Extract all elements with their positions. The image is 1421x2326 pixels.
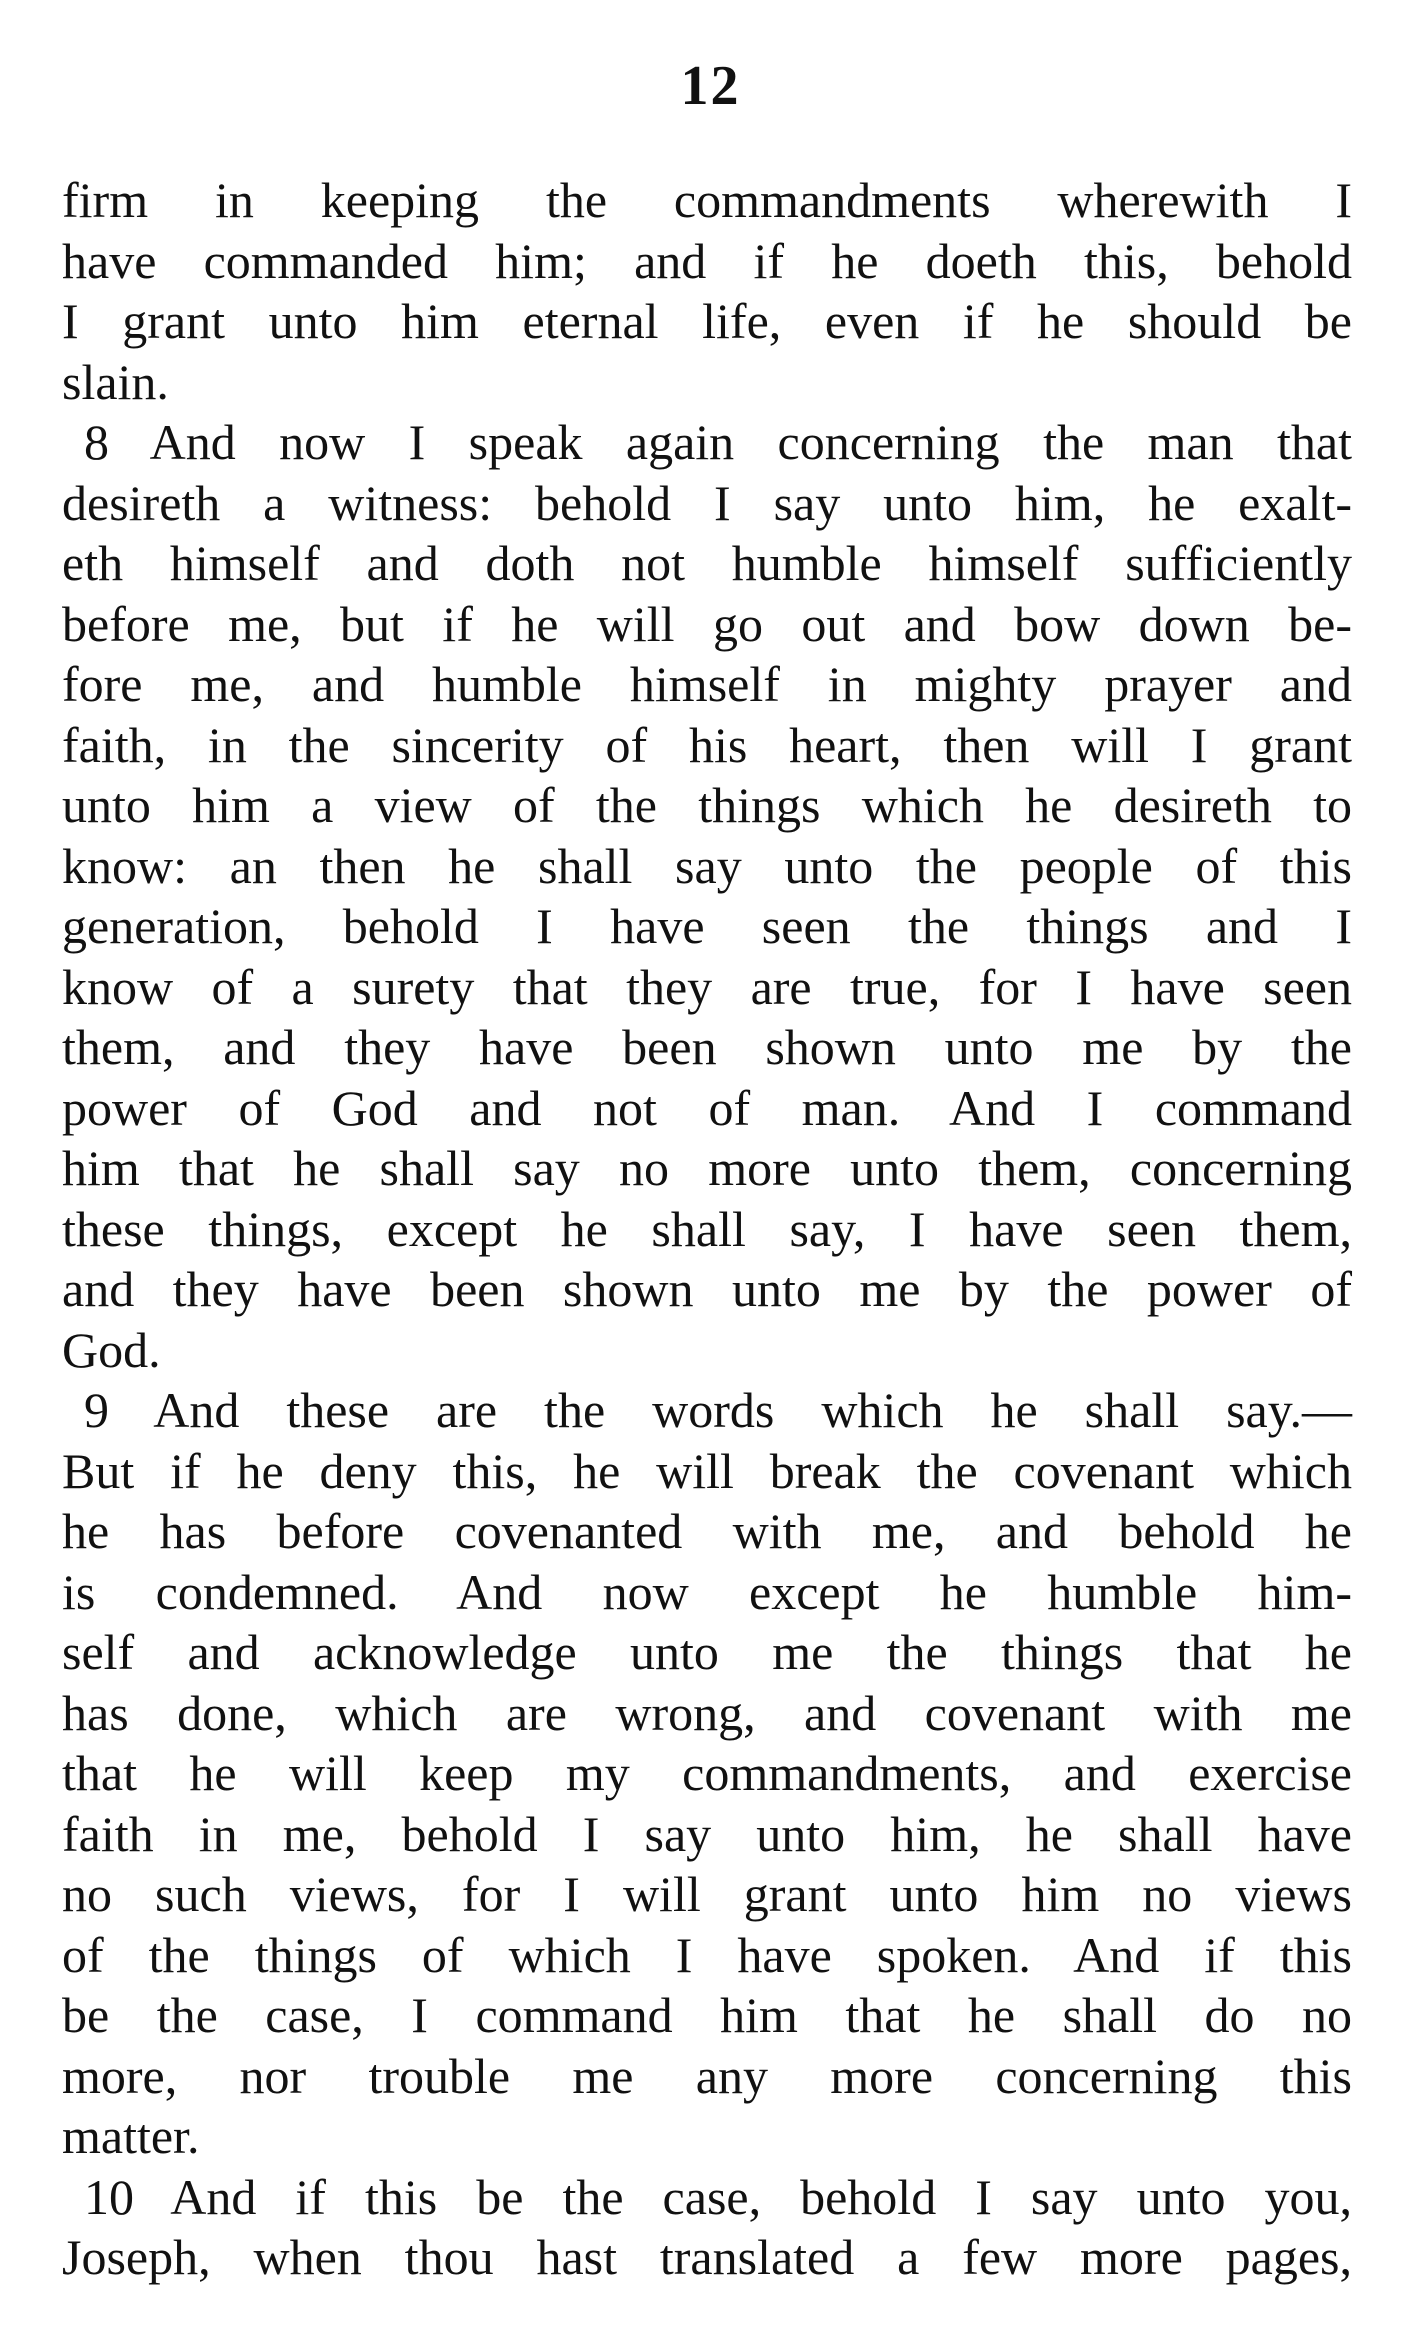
text-line: 10 And if this be the case, behold I say unto you, — [84, 2168, 1352, 2225]
text-line: he has before covenanted with me, and behold he — [62, 1503, 1352, 1559]
text-line: matter. — [62, 2108, 200, 2164]
text-line: slain. — [62, 353, 169, 410]
text-line: is condemned. And now except he humble him- — [62, 1563, 1352, 1620]
text-line: 9 And these are the words which he shall say.— — [84, 1382, 1352, 1438]
text-line: have commanded him; and if he doeth this, behold — [62, 232, 1352, 289]
page-number: 12 — [680, 55, 741, 117]
text-line: 8 And now I speak again concerning the man that — [84, 414, 1352, 470]
text-line: Joseph, when thou hast translated a few more pages, — [62, 2229, 1352, 2285]
text-line: has done, which are wrong, and covenant with me — [62, 1684, 1352, 1741]
text-line: generation, behold I have seen the things and I — [62, 898, 1352, 954]
text-line: and they have been shown unto me by the power of — [62, 1261, 1352, 1317]
text-line: more, nor trouble me any more concerning this — [62, 2047, 1352, 2104]
text-line: unto him a view of the things which he desireth to — [62, 777, 1352, 833]
text-line: no such views, for I will grant unto him no views — [62, 1866, 1352, 1922]
text-line: before me, but if he will go out and bow down be- — [62, 595, 1352, 652]
text-line: know: an then he shall say unto the people of this — [62, 837, 1352, 894]
text-line: them, and they have been shown unto me by the — [62, 1019, 1352, 1075]
text-line: fore me, and humble himself in mighty prayer and — [62, 656, 1352, 712]
body-text — [62, 170, 1352, 2288]
text-line: But if he deny this, he will break the covenant which — [62, 1442, 1352, 1499]
text-line: that he will keep my commandments, and exercise — [62, 1745, 1352, 1801]
text-line: know of a surety that they are true, for I have seen — [62, 958, 1352, 1015]
text-line: power of God and not of man. And I command — [62, 1079, 1352, 1136]
text-line: faith, in the sincerity of his heart, then will I grant — [62, 716, 1352, 773]
text-line: be the case, I command him that he shall do no — [62, 1987, 1352, 2043]
text-line: of the things of which I have spoken. And if this — [62, 1926, 1352, 1983]
text-line: I grant unto him eternal life, even if he should be — [62, 293, 1352, 349]
text-line: self and acknowledge unto me the things that he — [62, 1624, 1352, 1680]
text-line: these things, except he shall say, I have seen them, — [62, 1200, 1352, 1257]
text-line: eth himself and doth not humble himself sufficiently — [62, 535, 1352, 591]
text-line: firm in keeping the commandments wherewith I — [62, 172, 1352, 228]
text-line: him that he shall say no more unto them, concerning — [62, 1140, 1352, 1196]
text-line: desireth a witness: behold I say unto him, he exalt- — [62, 474, 1352, 531]
text-line: faith in me, behold I say unto him, he shall have — [62, 1805, 1352, 1862]
text-line: God. — [62, 1321, 161, 1378]
